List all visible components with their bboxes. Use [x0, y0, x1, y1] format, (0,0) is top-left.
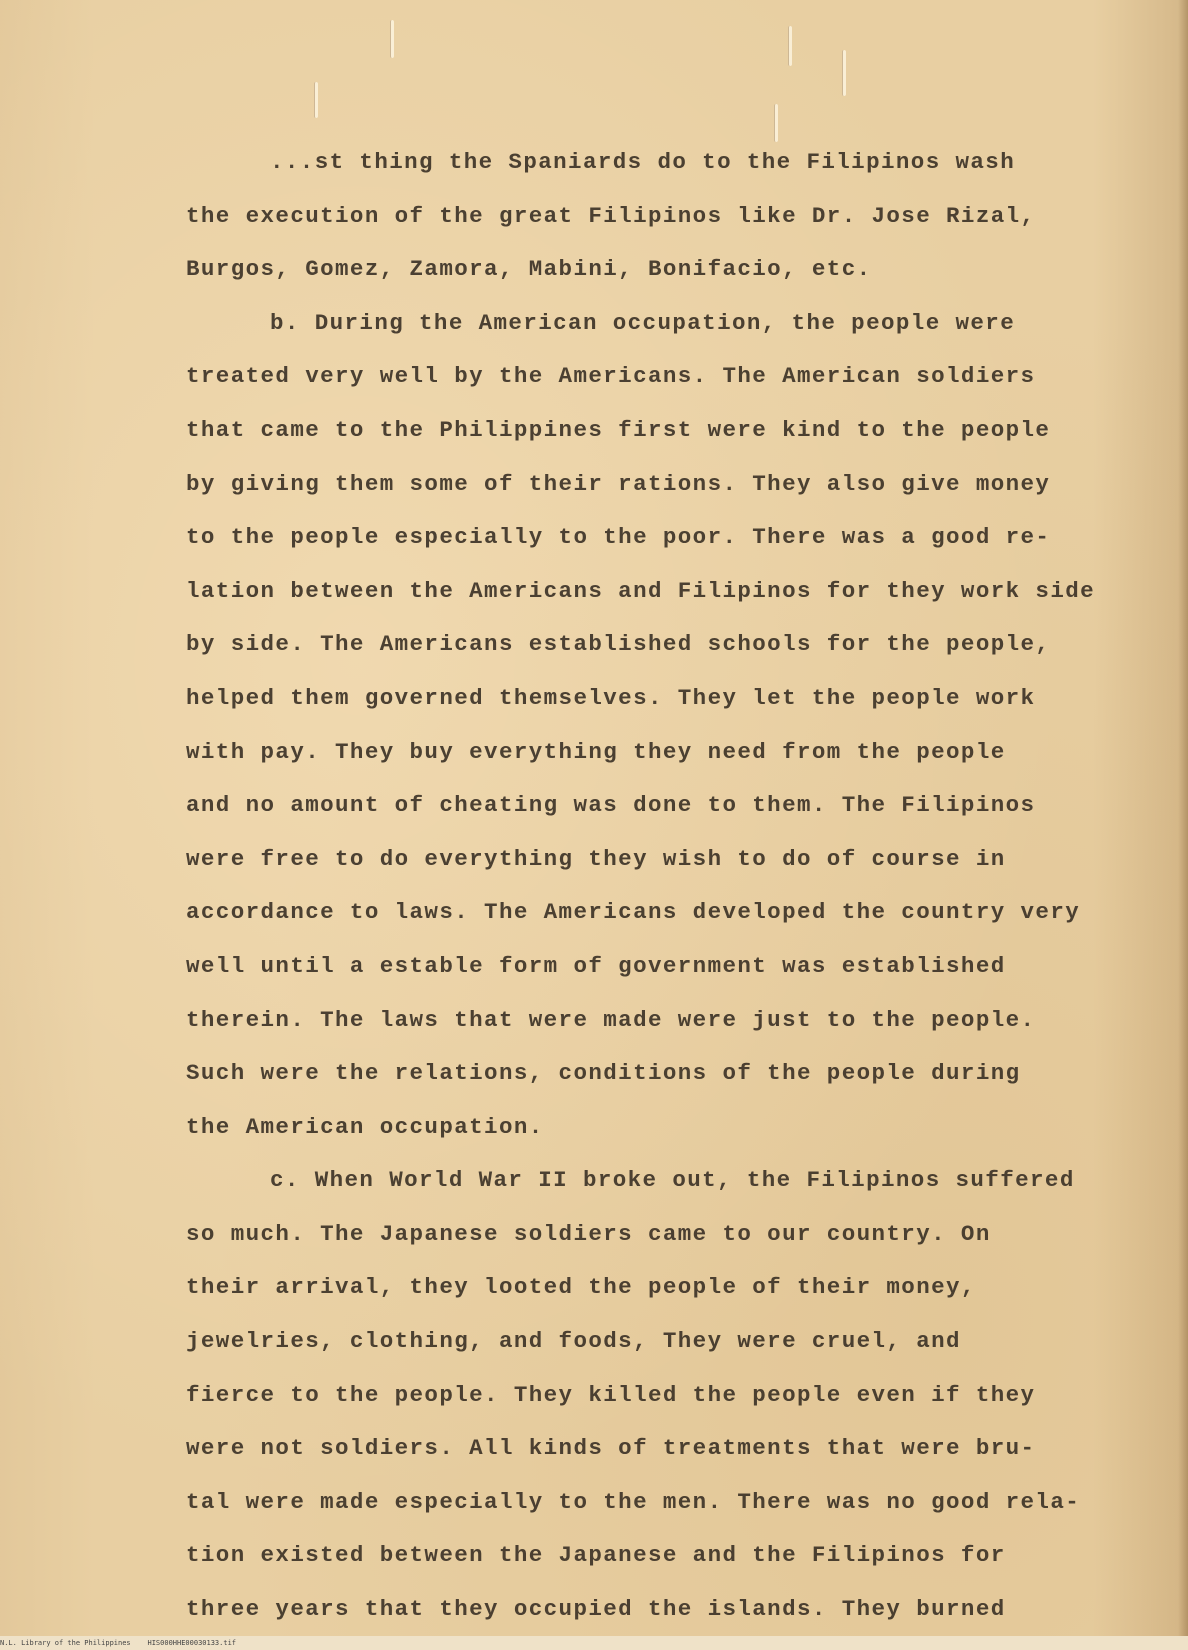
text-line: the execution of the great Filipinos like Dr. Jose Rizal, — [186, 202, 1036, 229]
staple-mark — [842, 50, 846, 96]
text-line: by side. The Americans established schools for the people, — [186, 631, 1051, 658]
text-line: tion existed between the Japanese and the Filipinos for — [186, 1542, 1006, 1569]
text-line: were free to do everything they wish to do of course in — [186, 845, 1006, 872]
text-line: by giving them some of their rations. They also give money — [186, 470, 1051, 497]
scan-footer: N.L. Library of the Philippines HIS000HHE00030133.tif — [0, 1636, 1188, 1650]
text-line: Such were the relations, conditions of the people during — [186, 1060, 1021, 1087]
text-line: tal were made especially to the men. There was no good rela- — [186, 1488, 1081, 1515]
text-line: b. During the American occupation, the people were — [270, 309, 1016, 336]
staple-mark — [314, 82, 318, 118]
text-line: three years that they occupied the islands. They burned — [186, 1596, 1006, 1623]
staple-mark — [390, 20, 394, 58]
text-line: c. When World War II broke out, the Filipinos suffered — [270, 1167, 1075, 1194]
text-line: were not soldiers. All kinds of treatments that were bru- — [186, 1435, 1036, 1462]
text-line: their arrival, they looted the people of their money, — [186, 1274, 976, 1301]
text-line: Burgos, Gomez, Zamora, Mabini, Bonifacio, etc. — [186, 256, 872, 283]
text-line: and no amount of cheating was done to them. The Filipinos — [186, 792, 1036, 819]
page-edge-shadow — [1178, 0, 1188, 1650]
text-line: to the people especially to the poor. There was a good re- — [186, 524, 1051, 551]
text-line: the American occupation. — [186, 1113, 544, 1140]
text-line: therein. The laws that were made were just to the people. — [186, 1006, 1036, 1033]
text-line: treated very well by the Americans. The American soldiers — [186, 363, 1036, 390]
text-line: lation between the Americans and Filipinos for they work side — [186, 577, 1096, 604]
text-line: helped them governed themselves. They let the people work — [186, 684, 1036, 711]
text-line: jewelries, clothing, and foods, They were cruel, and — [186, 1328, 961, 1355]
text-line: fierce to the people. They killed the people even if they — [186, 1381, 1036, 1408]
staple-mark — [788, 26, 792, 66]
text-line: well until a estable form of government was established — [186, 952, 1006, 979]
text-line: so much. The Japanese soldiers came to our country. On — [186, 1220, 991, 1247]
text-line: ...st thing the Spaniards do to the Filipinos wash — [270, 149, 1016, 175]
text-line: with pay. They buy everything they need from the people — [186, 738, 1006, 765]
text-line: accordance to laws. The Americans developed the country very — [186, 899, 1081, 926]
typewritten-text — [186, 136, 1166, 1637]
text-line: that came to the Philippines first were kind to the people — [186, 416, 1051, 443]
